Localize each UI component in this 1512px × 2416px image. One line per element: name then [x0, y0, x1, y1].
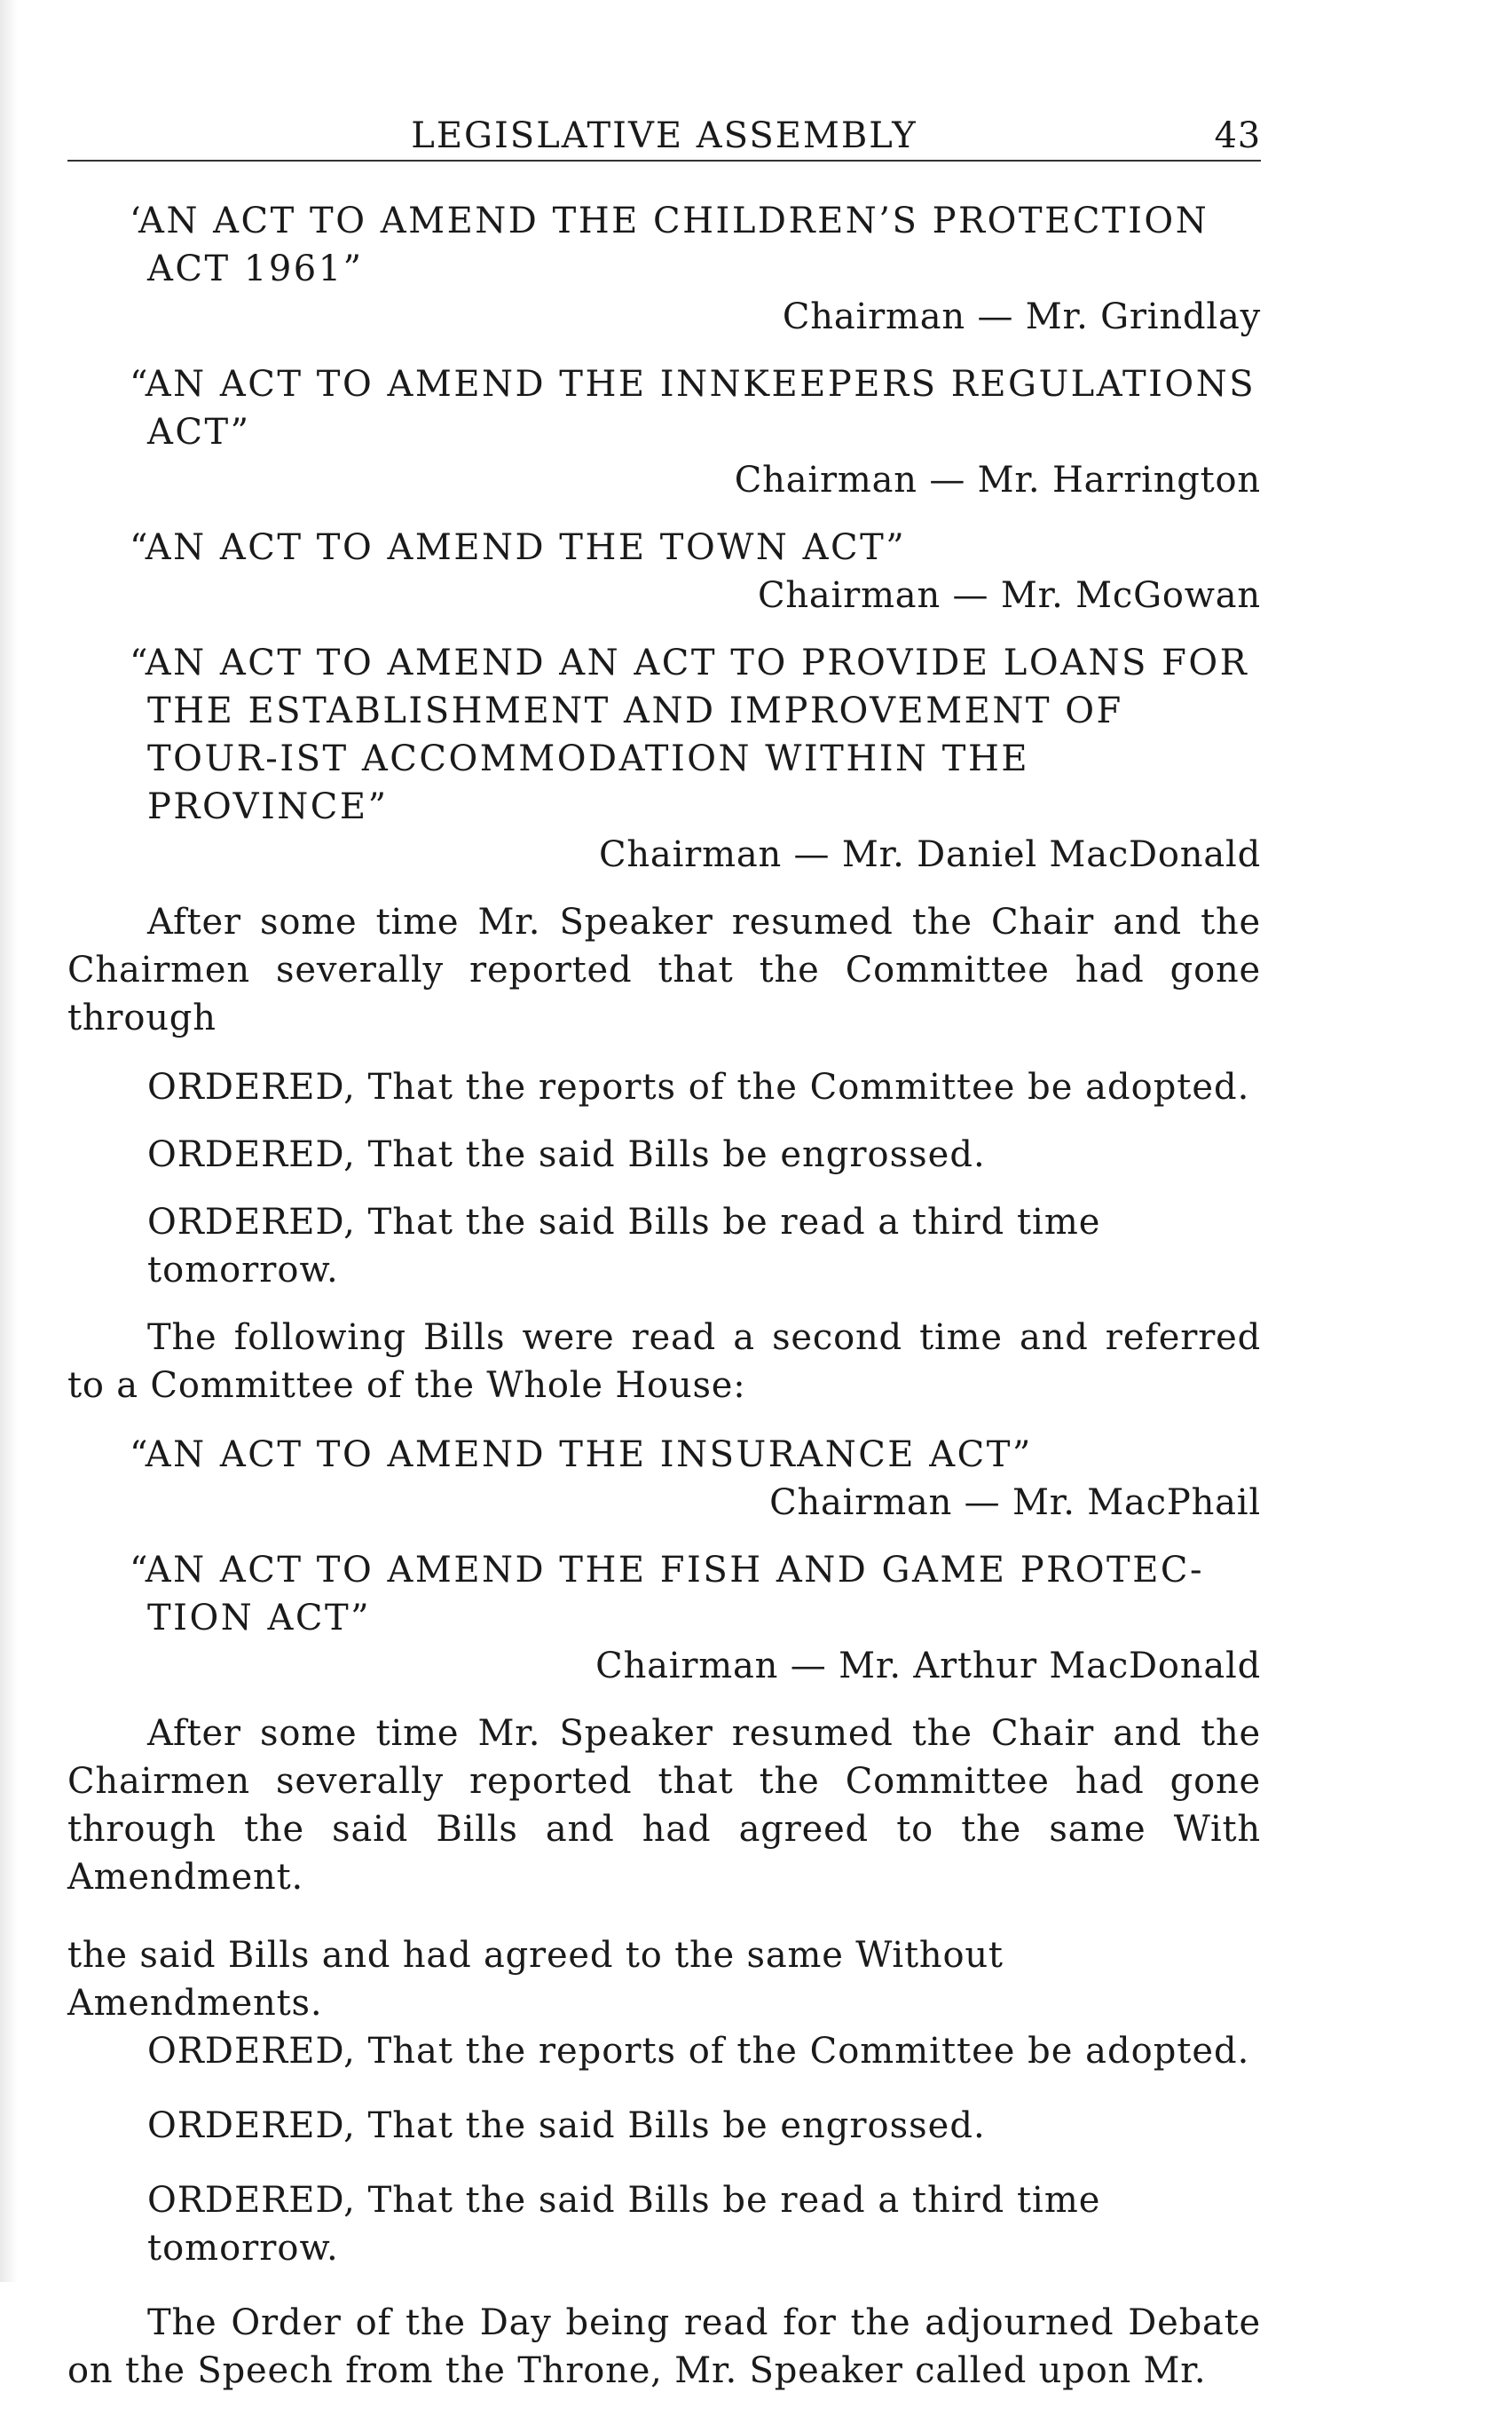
bill-entry	[67, 197, 1261, 341]
bill-entry	[67, 360, 1261, 504]
page-edge-shadow	[0, 0, 18, 2282]
bill-title: “AN ACT TO AMEND AN ACT TO PROVIDE LOANS FOR THE ESTABLISHMENT AND IMPROVEMENT OF TOUR-IST ACCOMMODATION WITHIN THE PROVINCE”	[130, 643, 1249, 827]
bill-chairman: Chairman — Mr. Arthur MacDonald	[595, 1646, 1261, 1686]
second-reading-paragraph: The following Bills were read a second time and referred to a Committee of the Whole House:	[67, 1317, 1261, 1406]
document-page	[67, 107, 1261, 2416]
order-reports-adopted: ORDERED, That the reports of the Committee be adopted.	[147, 1067, 1250, 1108]
bill-title: “AN ACT TO AMEND THE INSURANCE ACT”	[130, 1434, 1033, 1475]
committee-report-paragraph: After some time Mr. Speaker resumed the Chair and the Chairmen severally reported that the Committee had gone through	[67, 902, 1261, 1038]
order-bills-engrossed: ORDERED, That the said Bills be engrossed.	[147, 2105, 986, 2146]
order-third-reading: ORDERED, That the said Bills be read a third time tomorrow.	[147, 2180, 1101, 2269]
bill-title: “AN ACT TO AMEND THE FISH AND GAME PROTEC-TION ACT”	[130, 1550, 1205, 1638]
bill-chairman: Chairman — Mr. MacPhail	[769, 1482, 1261, 1523]
running-header-title: LEGISLATIVE ASSEMBLY	[411, 115, 917, 156]
order-of-day-paragraph: The Order of the Day being read for the adjourned Debate on the Speech from the Throne, Mr. Speaker called upon Mr.	[67, 2302, 1261, 2391]
bill-chairman: Chairman — Mr. Daniel MacDonald	[598, 834, 1261, 875]
bill-entry	[67, 1431, 1261, 1527]
bill-title: “AN ACT TO AMEND THE INNKEEPERS REGULATIONS ACT”	[130, 364, 1256, 453]
bill-chairman: Chairman — Mr. Harrington	[734, 460, 1261, 501]
page-number: 43	[1214, 115, 1261, 156]
bill-title: “AN ACT TO AMEND THE TOWN ACT”	[130, 527, 907, 568]
bill-entry	[67, 1546, 1261, 1690]
order-third-reading: ORDERED, That the said Bills be read a third time tomorrow.	[147, 1202, 1101, 1291]
page-header	[67, 107, 1261, 162]
committee-report-paragraph: After some time Mr. Speaker resumed the Chair and the Chairmen severally reported that the Committee had gone through the said Bills and had agreed to the same With Amendment.	[67, 1713, 1261, 1898]
without-amendments-line: the said Bills and had agreed to the same Without Amendments.	[67, 1935, 1004, 2024]
bill-entry	[67, 639, 1261, 879]
bill-chairman: Chairman — Mr. Grindlay	[782, 296, 1261, 337]
order-bills-engrossed: ORDERED, That the said Bills be engrossed.	[147, 1134, 986, 1175]
bill-title: ‘AN ACT TO AMEND THE CHILDREN’S PROTECTION ACT 1961”	[130, 201, 1209, 289]
bill-entry	[67, 524, 1261, 620]
bill-chairman: Chairman — Mr. McGowan	[757, 575, 1261, 616]
order-reports-adopted: ORDERED, That the reports of the Committee be adopted.	[147, 2031, 1250, 2072]
